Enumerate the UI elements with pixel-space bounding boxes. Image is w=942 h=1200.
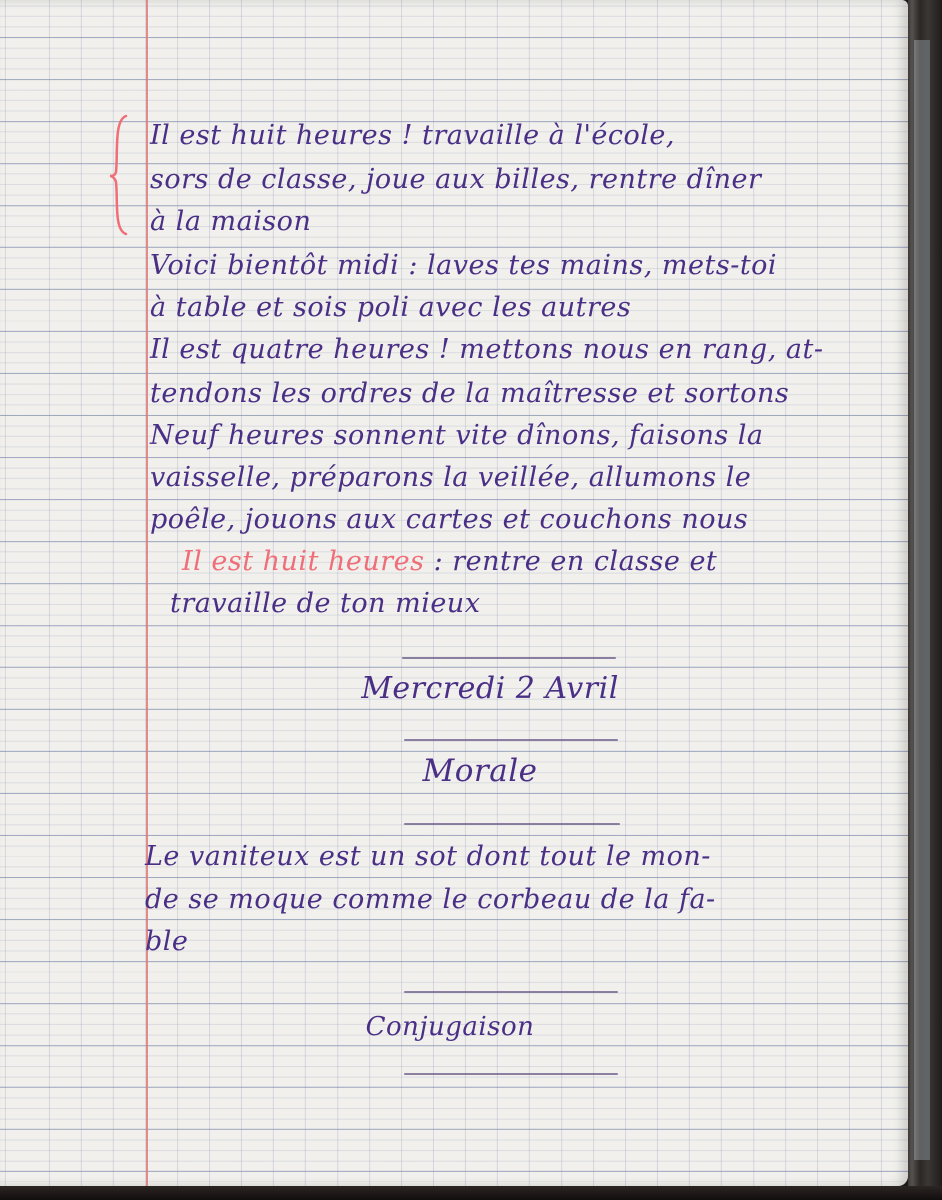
text-line-12: travaille de ton mieux bbox=[170, 588, 481, 619]
text-line-5: à table et sois poli avec les autres bbox=[150, 292, 632, 323]
text-line-2: sors de classe, joue aux billes, rentre dîner bbox=[150, 164, 762, 195]
divider-line bbox=[402, 657, 616, 659]
divider-line bbox=[404, 1073, 618, 1075]
text-line-9: vaisselle, préparons la veillée, allumons le bbox=[150, 462, 752, 493]
bottom-shadow bbox=[0, 1186, 942, 1200]
text-line-11 bbox=[182, 548, 717, 575]
text-line-7: tendons les ordres de la maîtresse et sortons bbox=[150, 378, 790, 409]
page-edge bbox=[908, 0, 942, 1200]
margin-line bbox=[146, 0, 148, 1186]
text-line-10: poêle, jouons aux cartes et couchons nous bbox=[150, 504, 749, 535]
morale-line-3: ble bbox=[145, 926, 189, 957]
text-line-3: à la maison bbox=[150, 206, 312, 237]
date-heading: Mercredi 2 Avril bbox=[361, 671, 619, 706]
text-line-1: Il est huit heures ! travaille à l'école, bbox=[150, 120, 675, 151]
text-line-11-rest: : rentre en classe et bbox=[433, 546, 718, 577]
section-heading-morale: Morale bbox=[422, 753, 538, 789]
red-ink-text: Il est huit heures bbox=[182, 546, 425, 577]
divider-line bbox=[404, 823, 620, 825]
morale-line-1: Le vaniteux est un sot dont tout le mon- bbox=[145, 841, 711, 872]
text-line-4: Voici bientôt midi : laves tes mains, mets-toi bbox=[150, 250, 778, 281]
text-line-6: Il est quatre heures ! mettons nous en rang, at- bbox=[150, 334, 824, 365]
divider-line bbox=[404, 991, 618, 993]
red-brace-mark bbox=[106, 114, 130, 236]
section-heading-conjugaison: Conjugaison bbox=[365, 1012, 535, 1042]
morale-line-2: de se moque comme le corbeau de la fa- bbox=[145, 884, 716, 915]
divider-line bbox=[404, 739, 618, 741]
text-line-8: Neuf heures sonnent vite dînons, faisons la bbox=[150, 420, 764, 451]
